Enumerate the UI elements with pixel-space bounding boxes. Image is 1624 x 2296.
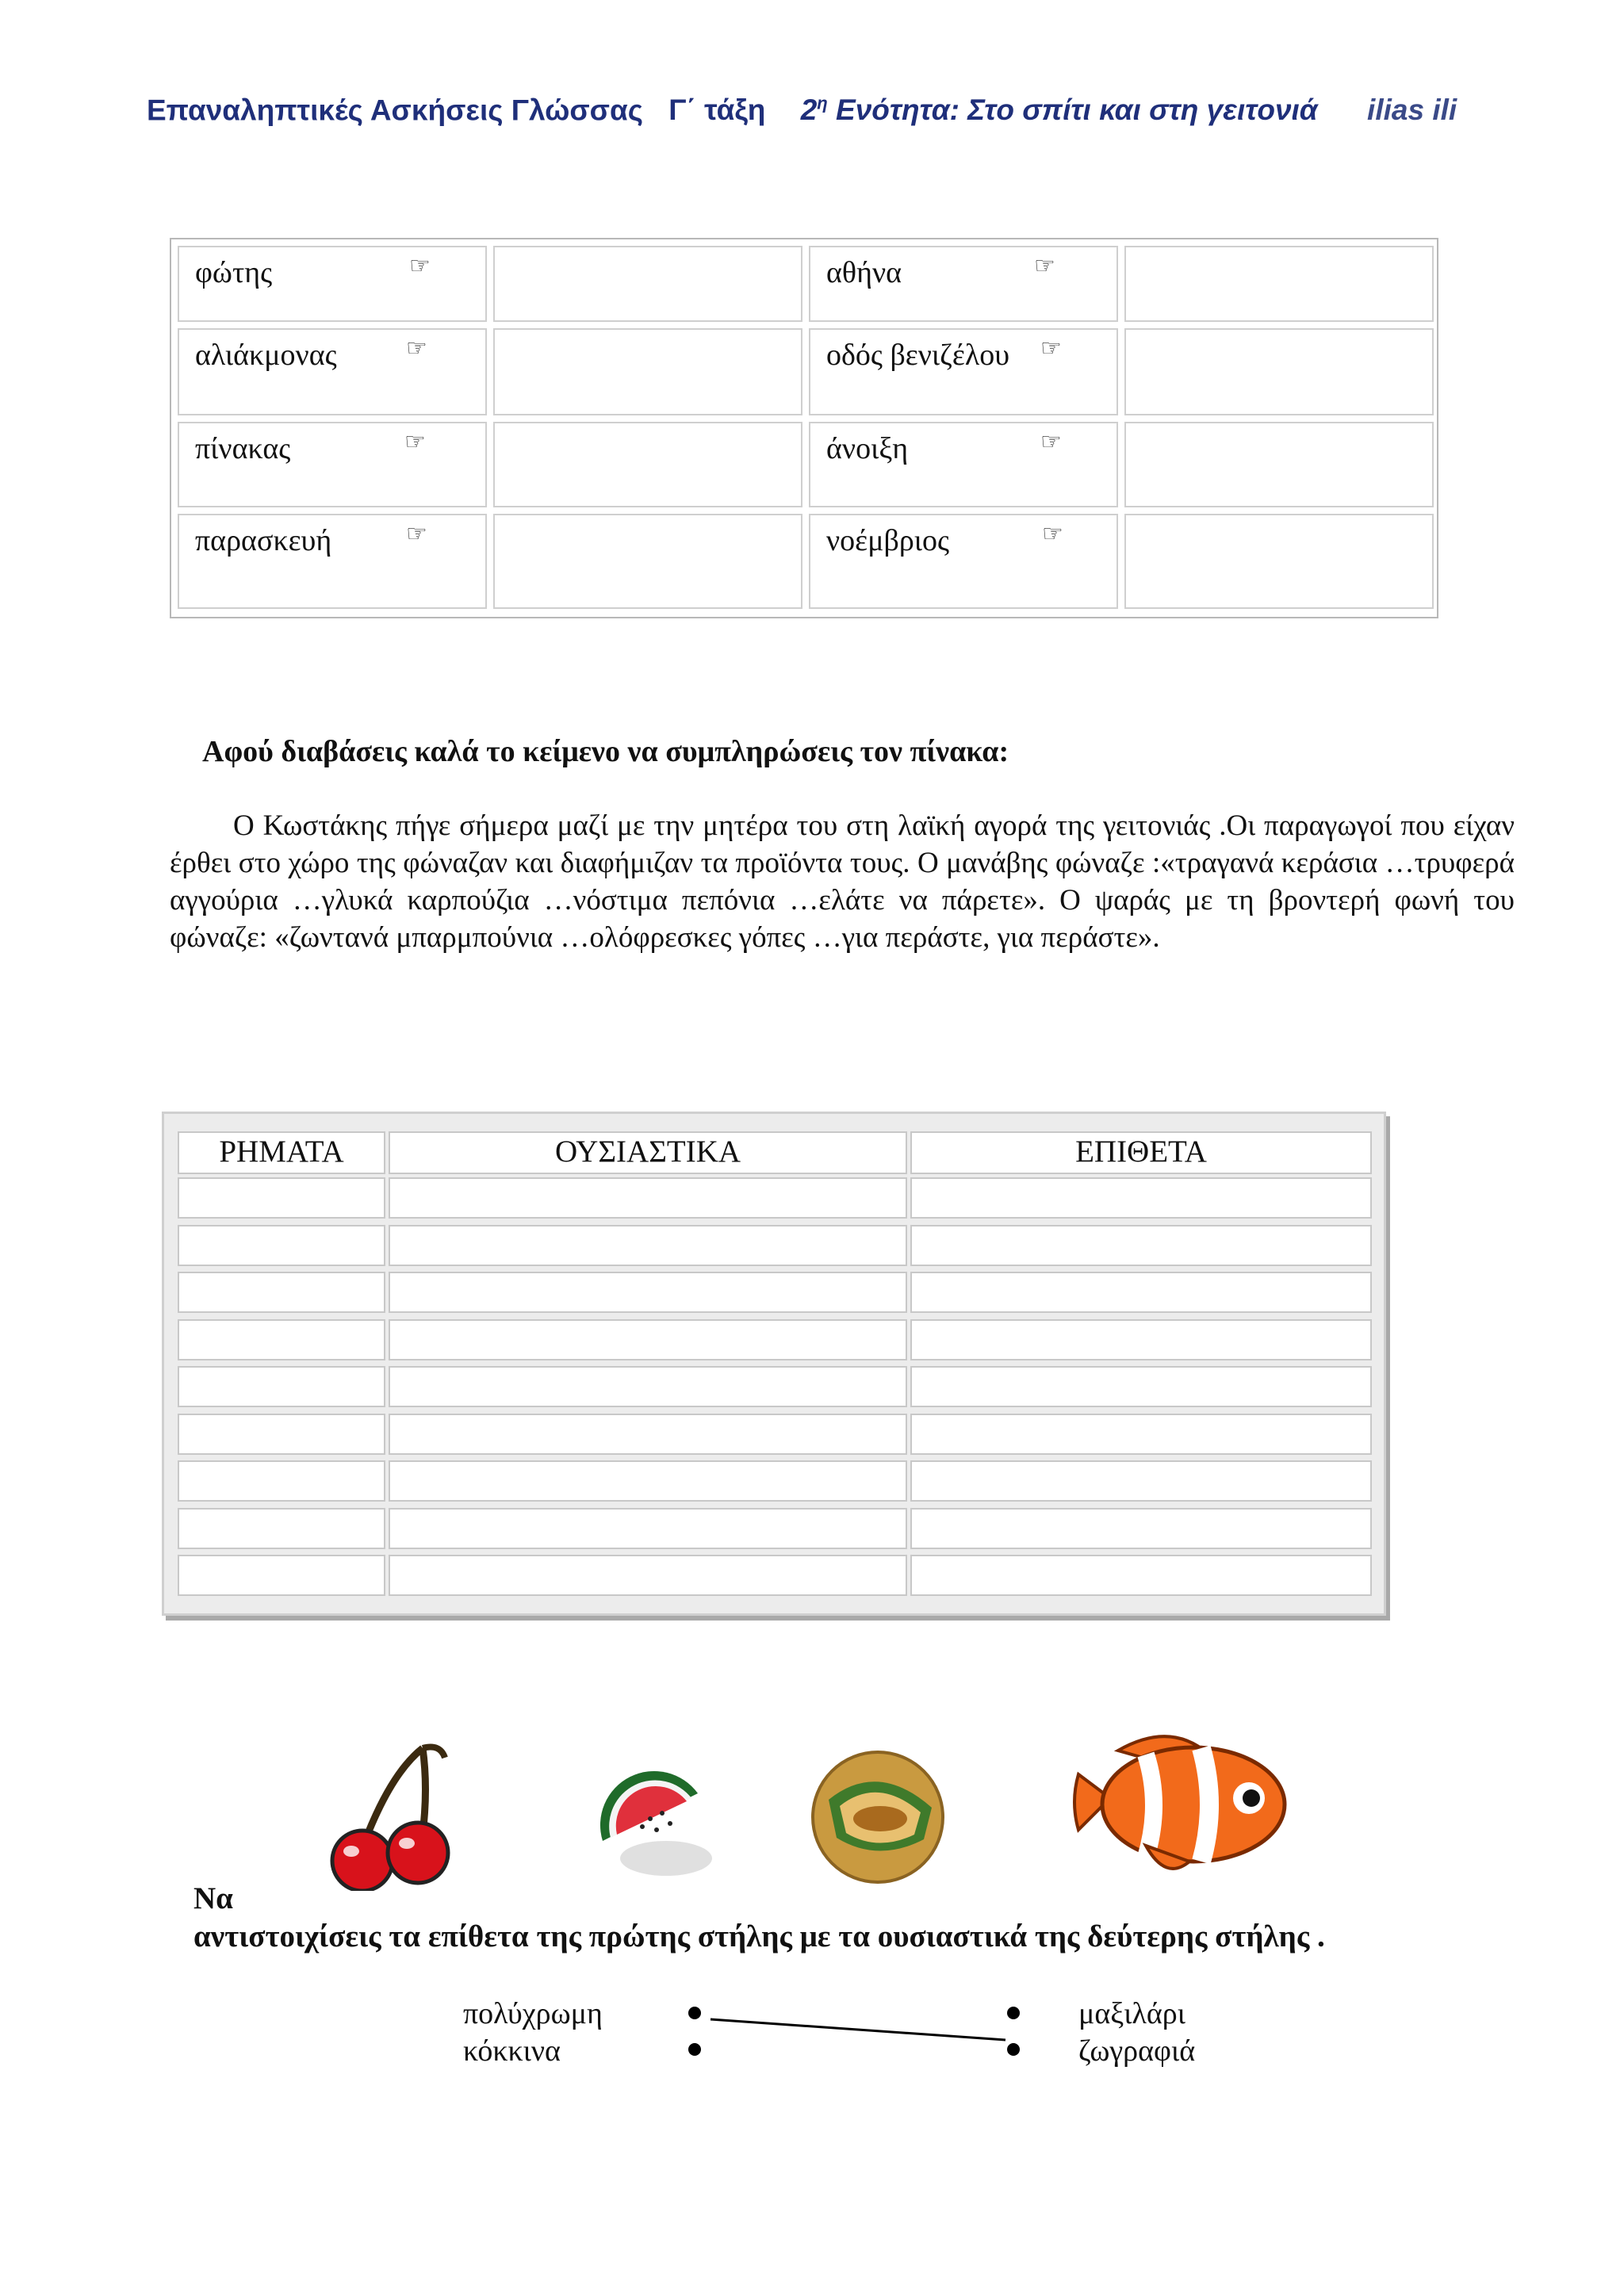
table2-answer-cell[interactable] [178,1177,385,1219]
pointing-hand-icon: ☞ [406,335,427,362]
table2-answer-cell[interactable] [389,1366,907,1407]
table2-answer-cell[interactable] [389,1414,907,1455]
table2-answer-cell[interactable] [910,1319,1372,1360]
header-author: ilias ili [1367,94,1457,127]
table1-word-cell [809,514,1118,609]
table2-answer-cell[interactable] [389,1508,907,1549]
table1-answer-cell[interactable] [1124,328,1434,415]
melon-icon [805,1744,952,1887]
table2-answer-cell[interactable] [178,1460,385,1502]
header-unit [801,94,1318,126]
header-title: Επαναληπτικές Ασκήσεις Γλώσσας [147,94,643,127]
table2-answer-cell[interactable] [389,1460,907,1502]
column-header-nouns: ΟΥΣΙΑΣΤΙΚΑ [389,1131,907,1174]
exercise2-text-body: Ο Κωστάκης πήγε σήμερα μαζί με την μητέρα του στη λαϊκή αγορά της γειτονιάς .Οι παραγωγοί που είχαν έρθει στο χώρο της φώναζαν και διαφήμιζαν τα προϊόντα τους. Ο μανάβης φώναζε :«τραγανά κεράσια …τρυφερά αγγούρια …γλυκά καρπούζια …νόστιμα πεπόνια …ελάτε να πάρετε». Ο ψαράς με τη βροντερή φωνή του φώναζε: «ζωντανά μπαρμπούνια …ολόφρεσκες γόπες …για περάστε, για περάστε». [170,809,1515,954]
exercise2-instruction: Αφού διαβάσεις καλά το κείμενο να συμπληρώσεις τον πίνακα: [202,735,1009,768]
pointing-hand-icon: ☞ [404,429,426,455]
match-right-word: μαξιλάρι [1078,1997,1185,2030]
table1-word: πίνακας [195,432,291,465]
table2-answer-cell[interactable] [910,1177,1372,1219]
exercise3-instruction: αντιστοιχίσεις τα επίθετα της πρώτης στήλης με τα ουσιαστικά της δεύτερης στήλης . [193,1919,1325,1954]
column-header-verbs: ΡΗΜΑΤΑ [178,1131,385,1174]
table2-answer-cell[interactable] [389,1225,907,1266]
table1-answer-cell[interactable] [493,422,802,507]
table2-answer-cell[interactable] [910,1555,1372,1596]
table1-answer-cell[interactable] [493,514,802,609]
table1-word: παρασκευή [195,524,332,557]
pointing-hand-icon: ☞ [1040,335,1062,362]
table1-word-cell [809,328,1118,415]
table1-word: νοέμβριος [826,524,950,557]
table1-word-cell [178,328,487,415]
pointing-hand-icon: ☞ [1042,521,1063,547]
table2-answer-cell[interactable] [910,1225,1372,1266]
table2-answer-cell[interactable] [178,1272,385,1313]
match-left-word: πολύχρωμη [463,1997,603,2030]
table2-answer-cell[interactable] [178,1225,385,1266]
table1-answer-cell[interactable] [493,328,802,415]
unit-label: Ενότητα: Στο σπίτι και στη γειτονιά [836,94,1318,127]
table2-answer-cell[interactable] [910,1460,1372,1502]
table2-answer-cell[interactable] [910,1508,1372,1549]
table2-answer-cell[interactable] [178,1555,385,1596]
table2-answer-cell[interactable] [178,1414,385,1455]
match-dot-right-2[interactable] [1007,2043,1020,2056]
match-line [710,2019,1005,2040]
table2-answer-cell[interactable] [178,1508,385,1549]
table1-word: φώτης [195,256,273,289]
match-dot-left-2[interactable] [688,2043,701,2056]
table1-word-cell [809,422,1118,507]
pointing-hand-icon: ☞ [1040,429,1062,455]
clownfish-icon [1055,1719,1308,1885]
match-right-word: ζωγραφιά [1078,2034,1196,2068]
table2-answer-cell[interactable] [178,1319,385,1360]
cherries-icon [321,1740,464,1891]
matching-connector [682,2002,1031,2065]
exercise2-text [170,807,1515,956]
pointing-hand-icon: ☞ [406,521,427,547]
table2-answer-cell[interactable] [389,1555,907,1596]
unit-superscript: η [817,94,828,113]
match-dot-left-1[interactable] [688,2007,701,2019]
pointing-hand-icon: ☞ [1034,253,1055,279]
table1-word: αθήνα [826,256,902,289]
match-dot-right-1[interactable] [1007,2007,1020,2019]
table2-answer-cell[interactable] [389,1177,907,1219]
pointing-hand-icon: ☞ [409,253,431,279]
table1-word-cell [178,514,487,609]
column-header-adjectives: ΕΠΙΘΕΤΑ [910,1131,1372,1174]
proper-noun-table [170,238,1438,618]
table1-word: άνοιξη [826,432,909,465]
table2-answer-cell[interactable] [389,1272,907,1313]
table2-answer-cell[interactable] [389,1319,907,1360]
word-classification-table [162,1112,1386,1616]
table1-word-cell [178,246,487,322]
table2-answer-cell[interactable] [910,1366,1372,1407]
table1-word-cell [178,422,487,507]
unit-number: 2 [800,94,818,127]
table1-answer-cell[interactable] [1124,422,1434,507]
watermelon-icon [587,1770,722,1888]
table1-answer-cell[interactable] [1124,514,1434,609]
table2-answer-cell[interactable] [910,1272,1372,1313]
table1-word: οδός βενιζέλου [826,339,1010,372]
match-left-word: κόκκινα [463,2034,561,2068]
table1-word-cell [809,246,1118,322]
table2-answer-cell[interactable] [178,1366,385,1407]
page-header [147,94,1495,127]
header-grade: Γ΄ τάξη [668,94,766,127]
table1-word: αλιάκμονας [195,339,337,372]
table1-answer-cell[interactable] [493,246,802,322]
exercise3-na: Να [193,1881,233,1915]
table1-answer-cell[interactable] [1124,246,1434,322]
table2-answer-cell[interactable] [910,1414,1372,1455]
